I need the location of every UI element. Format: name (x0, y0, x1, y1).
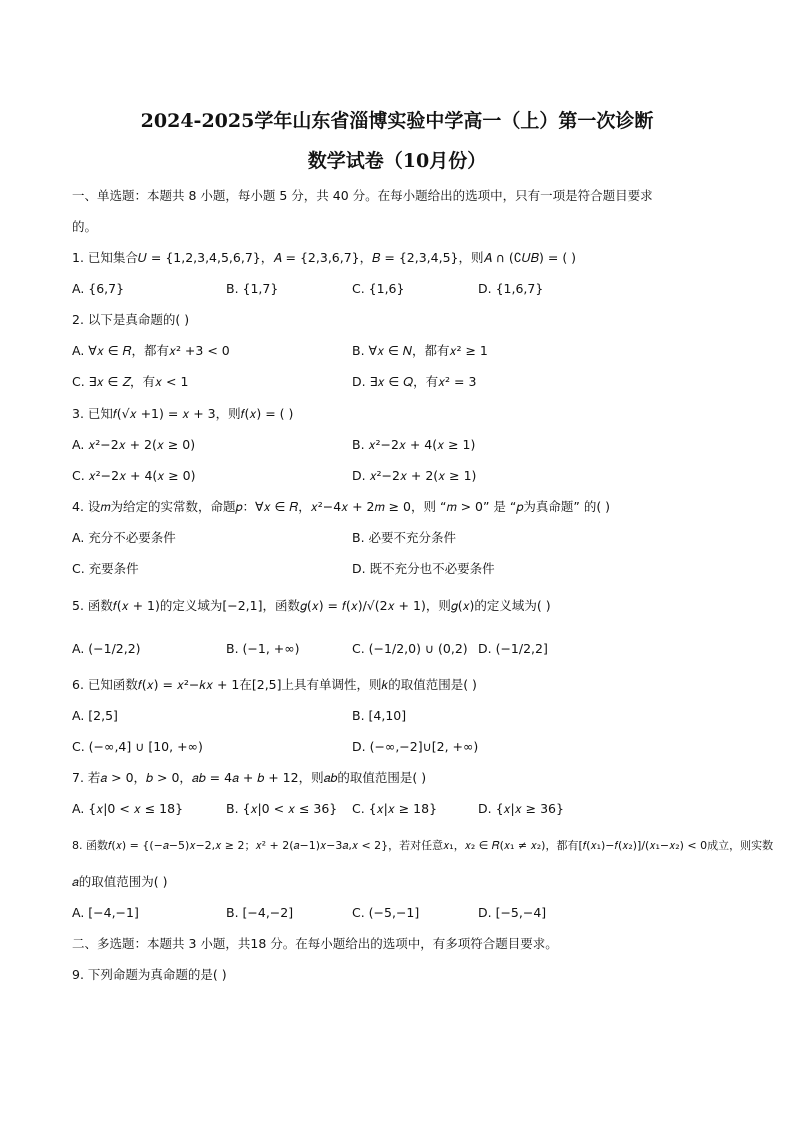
q8-option-d: D. [−5,−4] (478, 905, 547, 920)
exam-subtitle: 数学试卷（10月份） (307, 150, 487, 172)
q7-option-a: A. {𝑥|0 < 𝑥 ≤ 18} (72, 801, 184, 816)
q4-stem: 4. 设𝑚为给定的实常数，命题𝑝：∀𝑥 ∈ 𝑅，𝑥²−4𝑥 + 2𝑚 ≥ 0，则 “𝑚 > 0” 是 “𝑝为真命题” 的( ) (72, 499, 611, 514)
q2-option-a: A. ∀𝑥 ∈ 𝑅，都有𝑥² +3 < 0 (72, 343, 230, 358)
q6-stem: 6. 已知函数𝑓(𝑥) = 𝑥²−𝑘𝑥 + 1在[2,5]上具有单调性，则𝑘的取值范围是( ) (72, 677, 477, 692)
q3-option-a: A. 𝑥²−2𝑥 + 2(𝑥 ≥ 0) (72, 437, 196, 452)
q3-option-d: D. 𝑥²−2𝑥 + 2(𝑥 ≥ 1) (352, 468, 477, 483)
q3-option-c: C. 𝑥²−2𝑥 + 4(𝑥 ≥ 0) (72, 468, 196, 483)
q7-option-b: B. {𝑥|0 < 𝑥 ≤ 36} (226, 801, 338, 816)
q1-option-c: C. {1,6} (352, 281, 405, 296)
q2-option-d: D. ∃𝑥 ∈ 𝑄，有𝑥² = 3 (352, 374, 477, 389)
q5-option-a: A. (−1/2,2) (72, 641, 141, 656)
q1-option-b: B. {1,7} (226, 281, 279, 296)
q8-option-b: B. [−4,−2] (226, 905, 294, 920)
exam-title: 2024-2025学年山东省淄博实验中学高一（上）第一次诊断 (140, 110, 654, 132)
q2-stem: 2. 以下是真命题的( ) (72, 312, 190, 327)
q8-stem-cont: 𝑎的取值范围为( ) (72, 874, 168, 889)
q1-option-d: D. {1,6,7} (478, 281, 544, 296)
q5-option-b: B. (−1, +∞) (226, 641, 300, 656)
q1-stem: 1. 已知集合𝑈 = {1,2,3,4,5,6,7}，𝐴 = {2,3,6,7}，𝐵 = {2,3,4,5}，则𝐴 ∩ (∁𝑈𝐵) = ( ) (72, 250, 577, 265)
q6-option-b: B. [4,10] (352, 708, 407, 723)
q2-option-c: C. ∃𝑥 ∈ 𝑍，有𝑥 < 1 (72, 374, 189, 389)
q4-option-b: B. 必要不充分条件 (352, 530, 457, 545)
q7-option-c: C. {𝑥|𝑥 ≥ 18} (352, 801, 438, 816)
q6-option-d: D. (−∞,−2]∪[2, +∞) (352, 739, 479, 754)
q9-stem: 9. 下列命题为真命题的是( ) (72, 967, 227, 982)
section1-header-cont: 的。 (72, 219, 98, 234)
q8-stem: 8. 函数𝑓(𝑥) = {(−𝑎−5)𝑥−2,𝑥 ≥ 2；𝑥² + 2(𝑎−1)𝑥−3𝑎,𝑥 < 2}，若对任意𝑥₁，𝑥₂ ∈ 𝑅(𝑥₁ ≠ 𝑥₂)，都有[𝑓(𝑥₁)−𝑓(𝑥₂)]/(𝑥₁−𝑥₂) < 0成立，则实数 (72, 839, 774, 852)
q6-option-c: C. (−∞,4] ∪ [10, +∞) (72, 739, 203, 754)
q7-option-d: D. {𝑥|𝑥 ≥ 36} (478, 801, 564, 816)
q4-option-a: A. 充分不必要条件 (72, 530, 176, 545)
q6-option-a: A. [2,5] (72, 708, 118, 723)
section2-header: 二、多选题：本题共 3 小题，共18 分。在每小题给出的选项中，有多项符合题目要求。 (72, 936, 558, 951)
q3-stem: 3. 已知𝑓(√𝑥 +1) = 𝑥 + 3，则𝑓(𝑥) = ( ) (72, 406, 294, 421)
section1-header: 一、单选题：本题共 8 小题，每小题 5 分，共 40 分。在每小题给出的选项中，只有一项是符合题目要求 (72, 188, 653, 203)
q5-stem: 5. 函数𝑓(𝑥 + 1)的定义域为[−2,1]，函数𝑔(𝑥) = 𝑓(𝑥)/√(2𝑥 + 1)，则𝑔(𝑥)的定义域为( ) (72, 598, 551, 613)
q3-option-b: B. 𝑥²−2𝑥 + 4(𝑥 ≥ 1) (352, 437, 476, 452)
q8-option-a: A. [−4,−1] (72, 905, 139, 920)
q5-option-d: D. (−1/2,2] (478, 641, 548, 656)
q5-option-c: C. (−1/2,0) ∪ (0,2) (352, 641, 468, 656)
q4-option-c: C. 充要条件 (72, 561, 139, 576)
q8-option-c: C. (−5,−1] (352, 905, 420, 920)
q7-stem: 7. 若𝑎 > 0，𝑏 > 0，𝑎𝑏 = 4𝑎 + 𝑏 + 12，则𝑎𝑏的取值范围是( ) (72, 770, 427, 785)
q2-option-b: B. ∀𝑥 ∈ 𝑁，都有𝑥² ≥ 1 (352, 343, 488, 358)
q4-option-d: D. 既不充分也不必要条件 (352, 561, 495, 576)
q1-option-a: A. {6,7} (72, 281, 125, 296)
